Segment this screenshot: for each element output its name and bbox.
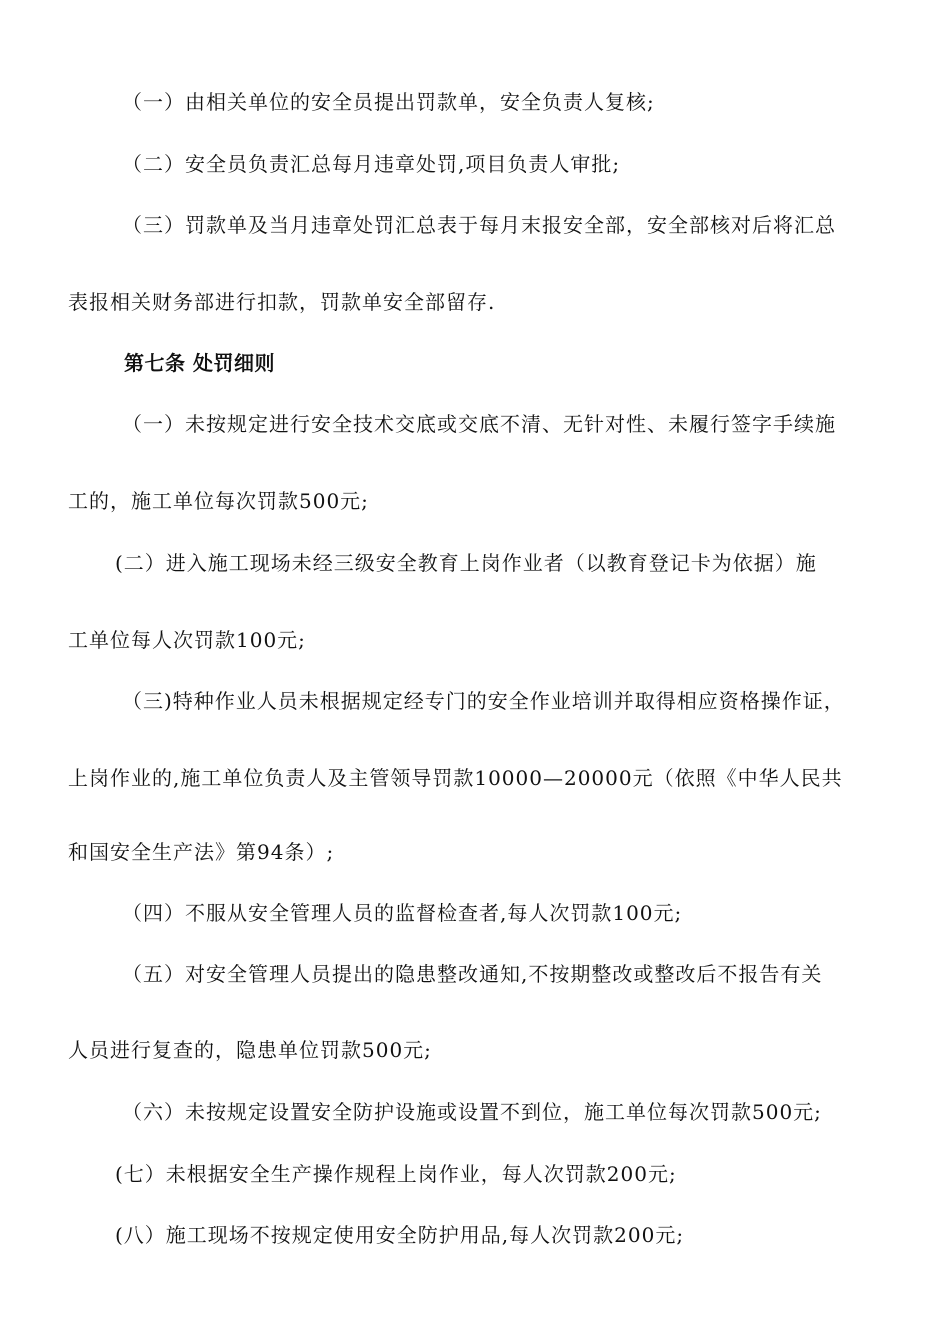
- paragraph-line: （六）未按规定设置安全防护设施或设置不到位，施工单位每次罚款500元;: [122, 1100, 822, 1124]
- paragraph-line: （二）安全员负责汇总每月违章处罚,项目负责人审批;: [122, 152, 621, 176]
- paragraph-line: (八）施工现场不按规定使用安全防护用品,每人次罚款200元;: [115, 1223, 685, 1247]
- paragraph-line: （一）未按规定进行安全技术交底或交底不清、无针对性、未履行签字手续施: [122, 412, 836, 436]
- paragraph-line: (七）未根据安全生产操作规程上岗作业，每人次罚款200元;: [115, 1162, 677, 1186]
- paragraph-line: （五）对安全管理人员提出的隐患整改通知,不按期整改或整改后不报告有关: [122, 962, 823, 986]
- paragraph-line: 上岗作业的,施工单位负责人及主管领导罚款10000—20000元（依照《中华人民共: [68, 766, 843, 790]
- paragraph-line: (二）进入施工现场未经三级安全教育上岗作业者（以教育登记卡为依据）施: [115, 551, 817, 575]
- paragraph-line: （四）不服从安全管理人员的监督检查者,每人次罚款100元;: [122, 901, 683, 925]
- paragraph-line: （三）罚款单及当月违章处罚汇总表于每月末报安全部，安全部核对后将汇总: [122, 213, 836, 237]
- paragraph-line: 人员进行复查的，隐患单位罚款500元;: [68, 1038, 432, 1062]
- paragraph-line: （一）由相关单位的安全员提出罚款单，安全负责人复核;: [122, 90, 655, 114]
- section-heading: 第七条 处罚细则: [124, 351, 275, 375]
- paragraph-line: 和国安全生产法》第94条）;: [68, 840, 335, 864]
- paragraph-line: （三)特种作业人员未根据规定经专门的安全作业培训并取得相应资格操作证，: [122, 689, 845, 713]
- paragraph-line: 工单位每人次罚款100元;: [68, 628, 306, 652]
- paragraph-line: 表报相关财务部进行扣款，罚款单安全部留存.: [68, 290, 496, 314]
- paragraph-line: 工的，施工单位每次罚款500元;: [68, 489, 369, 513]
